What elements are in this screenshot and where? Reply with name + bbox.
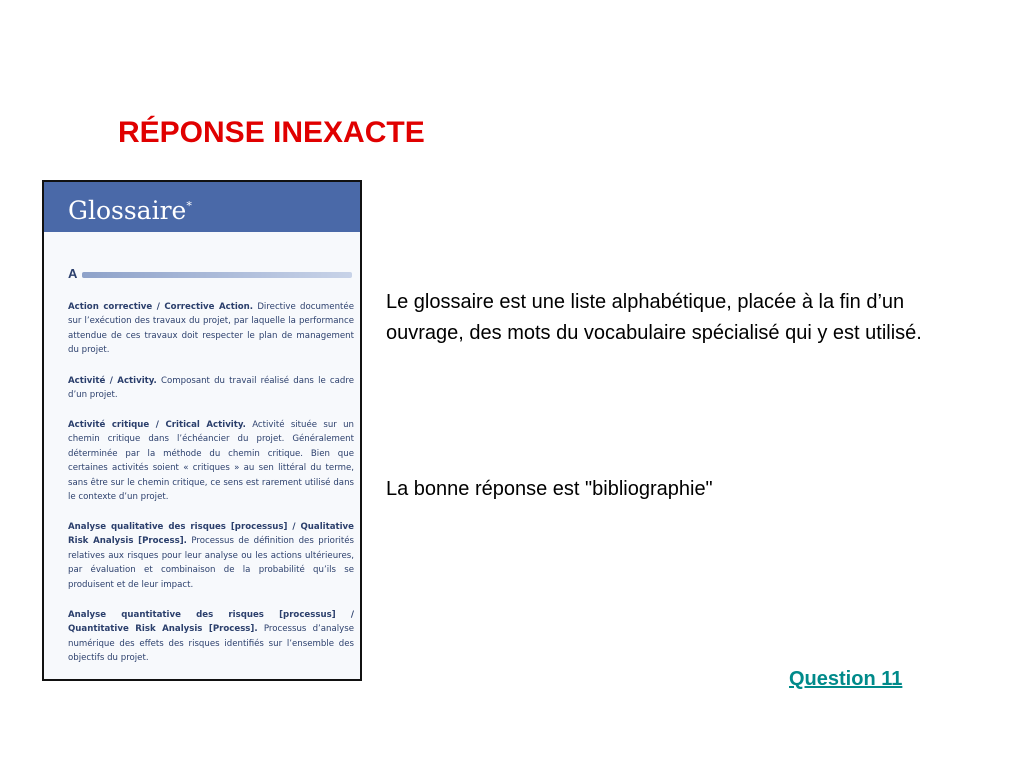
glossary-header-band <box>44 182 360 232</box>
glossary-heading-text: Glossaire <box>68 196 187 225</box>
glossary-entry <box>68 418 354 504</box>
glossary-term: Activité / Activity. <box>68 376 157 386</box>
glossary-letter: A <box>68 266 78 281</box>
glossary-definition: Composant du travail réalisé dans le cadre d’un projet. <box>68 376 355 401</box>
glossary-letter-row <box>68 268 352 282</box>
glossary-term: Analyse qualitative des risques [processus] / Qualitative Risk Analysis [Process]. <box>68 522 354 547</box>
glossary-letter-bar <box>82 272 352 278</box>
glossary-explanation: Le glossaire est une liste alphabétique, placée à la fin d’un ouvrage, des mots du vocabulaire spécialisé qui y est utilisé. <box>386 291 922 344</box>
glossary-definition: Directive documentée sur l’exécution des travaux du projet, par laquelle la performance attendue de ces travaux doit respecter le plan de management du projet. <box>68 302 354 356</box>
slide-title: RÉPONSE INEXACTE <box>118 116 425 149</box>
glossary-entry <box>68 300 354 358</box>
glossary-heading-mark: * <box>186 199 192 213</box>
glossary-term: Action corrective / Corrective Action. <box>68 302 254 312</box>
glossary-definition: Processus d’analyse numérique des effets des risques identifiés sur l’ensemble des objectifs du projet. <box>68 624 354 664</box>
glossary-definition: Activité située sur un chemin critique dans l’échéancier du projet. Généralement déterminée par la méthode du chemin critique. Bien que certaines activités soient « critiques » au sen littéral du terme, sans être sur le chemin critique, ce sens est rarement utilisé dans le contexte d’un projet. <box>68 420 354 503</box>
glossary-term: Analyse quantitative des risques [processus] / Quantitative Risk Analysis [Process]. <box>68 610 354 635</box>
glossary-heading <box>68 196 192 225</box>
question-11-link[interactable]: Question 11 <box>789 668 903 690</box>
glossary-entry <box>68 608 354 666</box>
glossary-entry <box>68 374 354 403</box>
glossary-term: Activité critique / Critical Activity. <box>68 420 246 430</box>
glossary-page-image <box>42 180 362 681</box>
correct-answer-text: La bonne réponse est "bibliographie" <box>386 478 713 500</box>
glossary-definition: Processus de définition des priorités relatives aux risques pour leur analyse ou les actions ultérieures, par évaluation et combinaison de la probabilité qu’ils se produisent et de leur impact. <box>68 536 354 590</box>
glossary-entry <box>68 520 354 592</box>
